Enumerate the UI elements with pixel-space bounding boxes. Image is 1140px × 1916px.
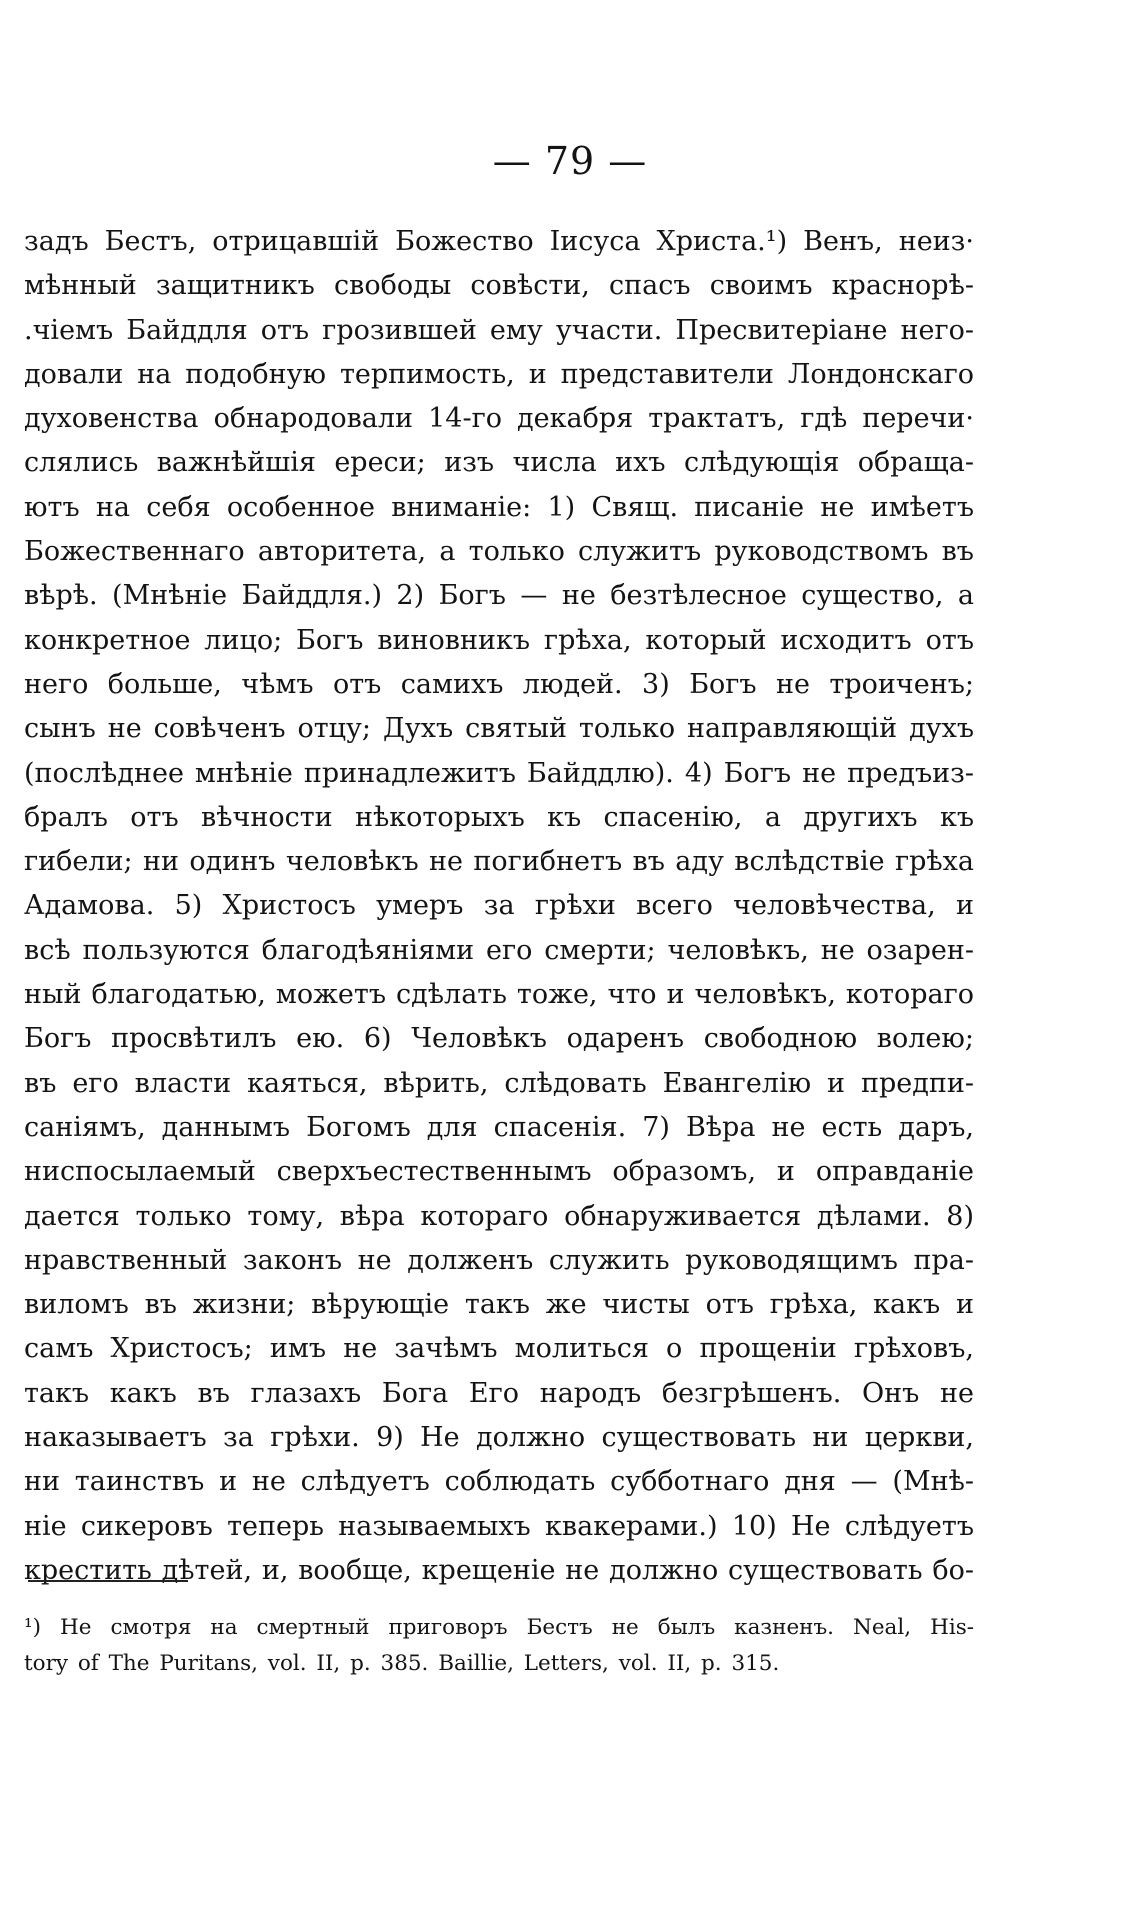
text-line: виломъ въ жизни; вѣрующіе такъ же чисты отъ грѣха, какъ и (24, 1289, 974, 1321)
text-line: (послѣднее мнѣніе принадлежитъ Байддлю). 4) Богъ не предъиз- (24, 757, 974, 789)
text-line: духовенства обнародовали 14-го декабря трактатъ, гдѣ перечи· (24, 403, 974, 435)
page-number: — 79 — (492, 139, 648, 183)
text-line: саніямъ, даннымъ Богомъ для спасенія. 7) Вѣра не есть даръ, (24, 1111, 974, 1143)
text-line: задъ Бестъ, отрицавшій Божество Іисуса Христа.¹) Венъ, неиз· (24, 226, 974, 257)
text-line: ни таинствъ и не слѣдуетъ соблюдать субботнаго дня — (Мнѣ- (24, 1466, 974, 1498)
main-text (24, 220, 974, 1593)
text-line: Богъ просвѣтилъ ею. 6) Человѣкъ одаренъ свободною волею; (24, 1023, 974, 1055)
text-line: слялись важнѣйшія ереси; изъ числа ихъ слѣдующія обраща- (24, 447, 974, 479)
text-line: Божественнаго авторитета, а только служитъ руководствомъ въ (24, 536, 974, 568)
text-line: ниспосылаемый сверхъестественнымъ образомъ, и оправданіе (24, 1156, 974, 1188)
text-line: ный благодатью, можетъ сдѣлать тоже, что и человѣкъ, котораго (24, 979, 974, 1011)
footnote-line: tory of The Puritans, vol. II, p. 385. Baillie, Letters, vol. II, p. 315. (24, 1651, 780, 1676)
text-line: крестить дѣтей, и, вообще, крещеніе не должно существовать бо- (24, 1554, 974, 1586)
text-line: нравственный законъ не долженъ служить руководящимъ пра- (24, 1244, 974, 1276)
text-line: въ его власти каяться, вѣрить, слѣдовать Евангелію и предпи- (24, 1067, 974, 1099)
text-line: такъ какъ въ глазахъ Бога Его народъ безгрѣшенъ. Онъ не (24, 1377, 974, 1409)
text-line: гибели; ни одинъ человѣкъ не погибнетъ въ аду вслѣдствіе грѣха (24, 846, 974, 878)
text-line: конкретное лицо; Богъ виновникъ грѣха, который исходитъ отъ (24, 624, 974, 656)
text-line: сынъ не совѣченъ отцу; Духъ святый только направляющій духъ (24, 713, 974, 745)
text-line: всѣ пользуются благодѣяніями его смерти; человѣкъ, не озарен- (24, 934, 974, 966)
text-line: ютъ на себя особенное вниманіе: 1) Свящ. писаніе не имѣетъ (24, 491, 974, 523)
text-line: бралъ отъ вѣчности нѣкоторыхъ къ спасенію, а другихъ къ (24, 801, 974, 833)
text-line: дается только тому, вѣра котораго обнаруживается дѣлами. 8) (24, 1200, 974, 1232)
footnote-divider (28, 1580, 188, 1582)
text-line: вѣрѣ. (Мнѣніе Байддля.) 2) Богъ — не безтѣлесное существо, а (24, 580, 974, 612)
footnote (24, 1610, 974, 1682)
text-line: ніе сикеровъ теперь называемыхъ квакерами.) 10) Не слѣдуетъ (24, 1510, 974, 1542)
text-line: него больше, чѣмъ отъ самихъ людей. 3) Богъ не троиченъ; (24, 668, 974, 700)
text-line: наказываетъ за грѣхи. 9) Не должно существовать ни церкви, (24, 1422, 974, 1454)
text-line: самъ Христосъ; имъ не зачѣмъ молиться о прощеніи грѣховъ, (24, 1333, 974, 1365)
text-line: Адамова. 5) Христосъ умеръ за грѣхи всего человѣчества, и (24, 890, 974, 922)
text-line: довали на подобную терпимость, и представители Лондонскаго (24, 358, 974, 390)
text-line: .чіемъ Байддля отъ грозившей ему участи. Пресвитеріане него- (24, 314, 974, 346)
text-line: мѣнный защитникъ свободы совѣсти, спасъ своимъ краснорѣ- (24, 270, 974, 302)
footnote-line: ¹) Не смотря на смертный приговоръ Бестъ не былъ казненъ. Neal, His- (24, 1615, 974, 1640)
